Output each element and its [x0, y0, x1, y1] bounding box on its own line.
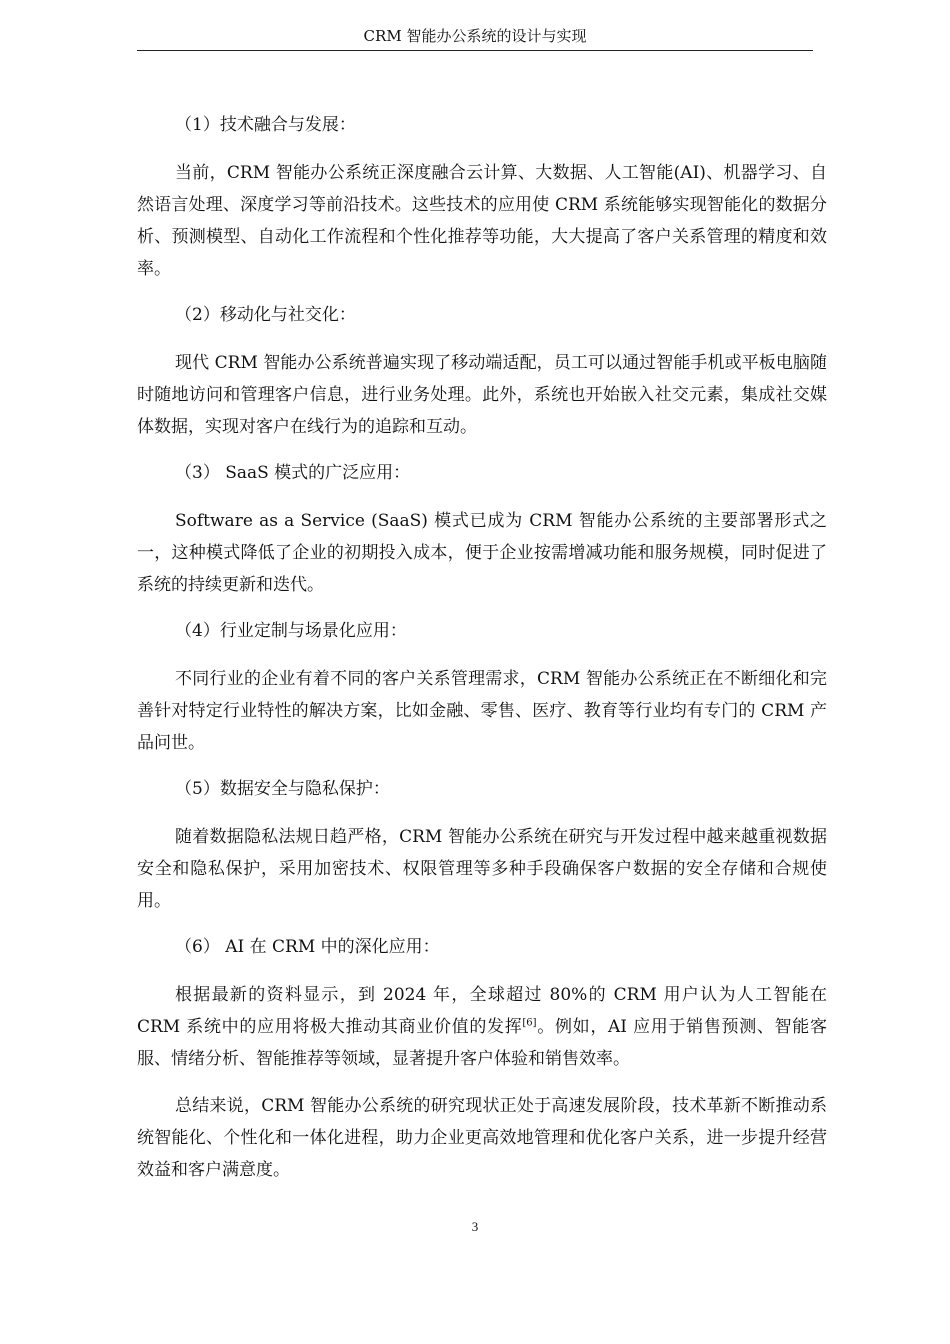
- section-heading: （2）移动化与社交化：: [175, 305, 356, 325]
- section-industry-customization: [137, 616, 827, 759]
- citation-reference: [6]: [522, 1017, 537, 1029]
- paragraph-text: 根据最新的资料显示，到 2024 年，全球超过 80%的 CRM 用户认为人工智能在 CRM 系统中的应用将极大推动其商业价值的发挥: [137, 985, 827, 1037]
- section-saas: [137, 458, 827, 601]
- section-heading: （1）技术融合与发展：: [175, 115, 356, 135]
- page-number: 3: [471, 1219, 479, 1234]
- conclusion-paragraph: 总结来说，CRM 智能办公系统的研究现状正处于高速发展阶段，技术革新不断推动系统智能化、个性化和一体化进程，助力企业更高效地管理和优化客户关系，进一步提升经营效益和客户满意度。: [137, 1096, 827, 1180]
- paragraph-text: 。例如，AI 应用于销售预测、智能客服、情绪分析、智能推荐等领域，显著提升客户体验和销售效率。: [137, 1017, 827, 1069]
- section-heading: （4）行业定制与场景化应用：: [175, 621, 407, 641]
- page-header: [137, 22, 813, 51]
- section-heading: （5）数据安全与隐私保护：: [175, 779, 390, 799]
- section-paragraph: [137, 979, 827, 1075]
- section-data-security: [137, 774, 827, 917]
- section-heading: （6） AI 在 CRM 中的深化应用：: [175, 937, 440, 957]
- section-mobile-social: [137, 300, 827, 443]
- section-paragraph: 现代 CRM 智能办公系统普遍实现了移动端适配，员工可以通过智能手机或平板电脑随时随地访问和管理客户信息，进行业务处理。此外，系统也开始嵌入社交元素，集成社交媒体数据，实现对客户在线行为的追踪和互动。: [137, 353, 827, 437]
- section-paragraph: 随着数据隐私法规日趋严格，CRM 智能办公系统在研究与开发过程中越来越重视数据安全和隐私保护，采用加密技术、权限管理等多种手段确保客户数据的安全存储和合规使用。: [137, 827, 827, 911]
- section-technology-fusion: [137, 110, 827, 285]
- document-body: [137, 110, 827, 1201]
- section-ai-in-crm: [137, 932, 827, 1075]
- section-paragraph: 当前，CRM 智能办公系统正深度融合云计算、大数据、人工智能(AI)、机器学习、自然语言处理、深度学习等前沿技术。这些技术的应用使 CRM 系统能够实现智能化的数据分析、预测模型、自动化工作流程和个性化推荐等功能，大大提高了客户关系管理的精度和效率。: [137, 163, 827, 279]
- section-heading: （3） SaaS 模式的广泛应用：: [175, 463, 411, 483]
- section-paragraph: Software as a Service (SaaS) 模式已成为 CRM 智能办公系统的主要部署形式之一，这种模式降低了企业的初期投入成本，便于企业按需增减功能和服务规模，同时促进了系统的持续更新和迭代。: [137, 511, 827, 595]
- header-title: CRM 智能办公系统的设计与实现: [363, 27, 587, 45]
- section-paragraph: 不同行业的企业有着不同的客户关系管理需求，CRM 智能办公系统正在不断细化和完善针对特定行业特性的解决方案，比如金融、零售、医疗、教育等行业均有专门的 CRM 产品问世。: [137, 669, 827, 753]
